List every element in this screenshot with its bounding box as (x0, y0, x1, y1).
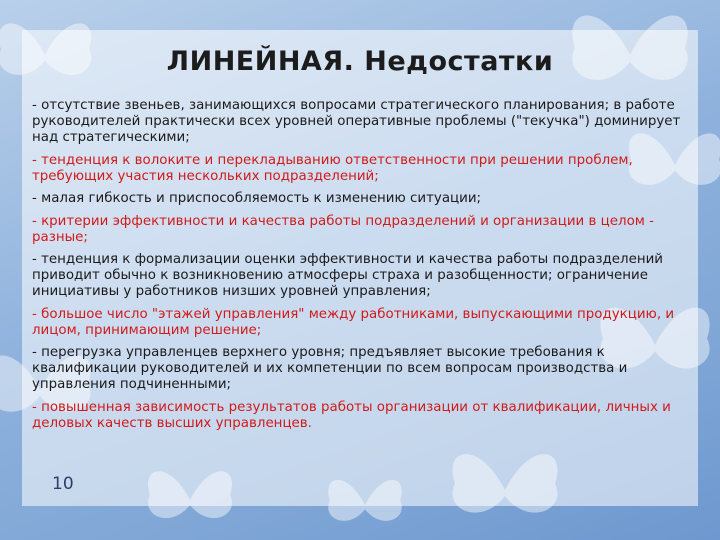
bullet-item: - малая гибкость и приспособляемость к изменению ситуации; (32, 191, 482, 206)
page-number: 10 (52, 474, 74, 494)
bullet-item: - большое число "этажей управления" между работниками, выпускающими продукцию, и лицом, принимающим решение; (32, 306, 675, 338)
bullet-item: - тенденция к формализации оценки эффективности и качества работы подразделений приводит обычно к возникновению атмосферы страха и разобщенности; ограничение инициативы у работников низших уровней управления; (32, 252, 663, 299)
bullet-list (32, 98, 686, 438)
bullet-item: - перегрузка управленцев верхнего уровня; предъявляет высокие требования к квалификации руководителей и их компетенции по всем вопросам производства и управления подчиненными; (32, 345, 628, 392)
bullet-item: - критерии эффективности и качества работы подразделений и организации в целом - разные; (32, 213, 654, 245)
bullet-item: - тенденция к волоките и перекладыванию ответственности при решении проблем, требующих участия нескольких подразделений; (32, 152, 633, 184)
bullet-item: - отсутствие звеньев, занимающихся вопросами стратегического планирования; в работе руководителей практически всех уровней оперативные проблемы ("текучка") доминирует над стратегическими; (32, 98, 681, 145)
bullet-item: - повышенная зависимость результатов работы организации от квалификации, личных и деловых качеств высших управленцев. (32, 399, 671, 431)
slide-title: ЛИНЕЙНАЯ. Недостатки (166, 46, 554, 77)
